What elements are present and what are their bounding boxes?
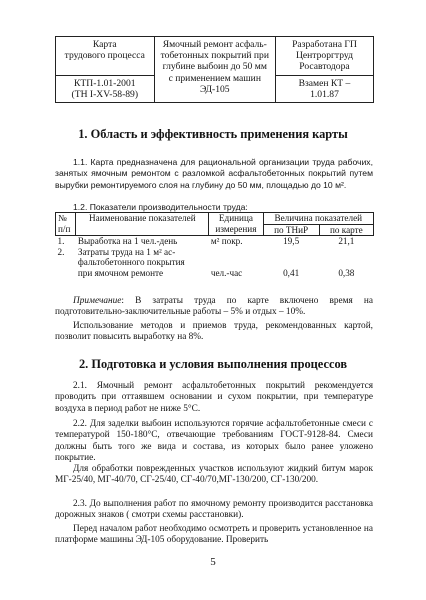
header-replaces: Взамен КТ – 1.01.87: [275, 75, 373, 102]
row-map-value: 0,38: [338, 267, 355, 278]
col-map-header: по карте: [319, 224, 373, 236]
header-card-type: Карта трудового процесса: [56, 37, 155, 76]
section-1-paragraph-2: 1.2. Показатели производительности труда:: [73, 202, 248, 212]
section-2-title: 2. Подготовка и условия выполнения процессов: [78, 357, 348, 371]
row-norm-value: 19,5: [283, 236, 300, 246]
row-name: Затраты труда на 1 м² ас- фальтобетонного покрытия при ямочном ремонте: [77, 246, 185, 278]
row-map-value: 21,1: [338, 236, 355, 246]
col-norm-header: по ТНиР: [263, 224, 319, 236]
section-1-title: 1. Область и эффективность применения карты: [78, 127, 348, 141]
header-title: Ямочный ремонт асфаль- тобетонных покрытий при глубине выбоин до 50 мм с применением машин ЭД-105: [154, 37, 275, 103]
header-developer: Разработана ГП Центроргтруд Росавтодора: [275, 37, 373, 76]
page-number: 5: [210, 556, 216, 568]
section-1-paragraph-3: Использование методов и приемов труда, рекомендованных картой, позволит повысить выработку на 8%.: [55, 321, 373, 343]
section-2-paragraph-3: Для обработки поврежденных участков используют жидкий битум марок МГ-25/40, МГ-40/70, СГ-25/40, СГ-40/70,МГ-130/200, СГ-130/200.: [55, 464, 373, 486]
row-number: 1.: [57, 236, 65, 246]
col-unit-header: Единица измерения: [209, 213, 263, 236]
performance-table: [55, 212, 374, 278]
row-number: 2.: [57, 246, 65, 257]
table-row: [56, 247, 374, 279]
row-unit: м² покр.: [210, 236, 243, 246]
section-2-paragraph-5: Перед началом работ необходимо осмотреть и проверить установленное на платформе машины ЭД-105 оборудование. Проверить: [55, 524, 373, 546]
section-2-paragraph-4: 2.3. До выполнения работ по ямочному ремонту производится расстановка дорожных знаков ( смотри схемы расстановки).: [55, 499, 373, 521]
col-number-header: № п/п: [56, 213, 76, 236]
note-label: Примечание: [73, 296, 122, 306]
header-table: [55, 36, 374, 103]
col-name-header: Наименование показателей: [76, 213, 209, 236]
row-name: Выработка на 1 чел.-день: [77, 236, 178, 246]
section-1-note: [55, 296, 373, 319]
note-text: : В затраты труда по карте включено время на подготовительно-заключительные работы – 5% и отдых – 10%.: [55, 296, 373, 318]
row-unit: чел.-час: [210, 267, 243, 278]
section-2-paragraph-1: 2.1. Ямочный ремонт асфальтобетонных покрытий рекомендуется проводить при оттаявшем основании и сухом покрытии, при температуре воздуха в период работ не ниже 5°С.: [55, 381, 373, 414]
col-values-header: Величина показателей: [263, 213, 373, 225]
table-row: [56, 236, 374, 247]
section-1-paragraph-1: 1.1. Карта предназначена для рациональной организации труда рабочих, занятых ямочным ремонтом с разломкой асфальтобетонных покрытий путем вырубки ремонтируемого слоя на глубину до 50 мм, площадью до 10 м².: [55, 157, 373, 190]
row-norm-value: 0,41: [283, 267, 300, 278]
header-code: КТП-1.01-2001 (ТН I-XV-58-89): [56, 75, 155, 102]
section-2-paragraph-2: 2.2. Для заделки выбоин используются горячие асфальтобетонные смеси с температурой 150-180°С, отвечающие требованиям ГОСТ-9128-84. Смеси должны быть того же вида и состава, из которых было ранее уложено покрытие.: [55, 419, 373, 463]
